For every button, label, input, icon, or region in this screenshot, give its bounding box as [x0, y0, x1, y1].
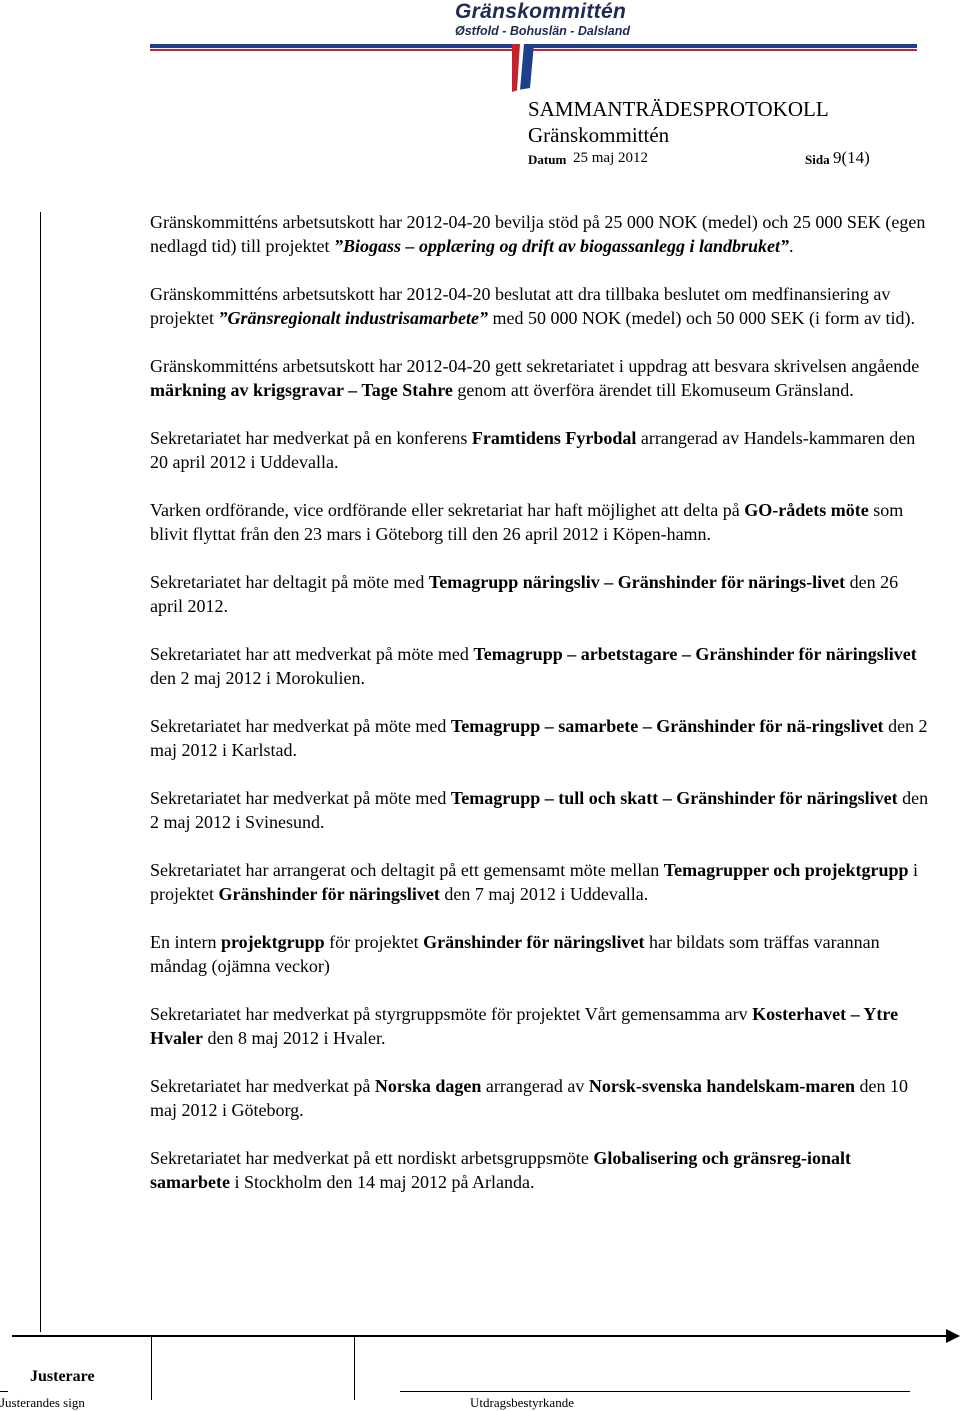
flag-ribbon-icon	[508, 42, 538, 94]
paragraph-text: Sekretariatet har medverkat på styrgruppsmöte för projektet Vårt gemensamma arv	[150, 1004, 753, 1024]
paragraph-text: har bildats som träffas varannan måndag (ojämna veckor)	[150, 932, 880, 976]
paragraph-text: den 26 april 2012.	[150, 572, 899, 616]
emphasis-text: projektgrupp	[220, 932, 325, 952]
footer-justerandes-sign: Justerandes sign	[0, 1395, 85, 1410]
paragraph	[150, 714, 930, 762]
emphasis-text: Gränshinder för näringslivet	[218, 884, 440, 904]
footer-baseline	[400, 1391, 910, 1392]
emphasis-text: Framtidens Fyrbodal	[471, 428, 637, 448]
paragraph-text: Sekretariatet har medverkat på ett nordiskt arbetsgruppsmöte	[150, 1148, 594, 1168]
emphasis-text: Temagrupp – samarbete – Gränshinder för nä-ringslivet	[450, 716, 884, 736]
page-number: 9(14)	[833, 148, 870, 167]
organization-name: Gränskommittén	[528, 123, 670, 147]
logo-title: Gränskommittén	[455, 0, 627, 23]
paragraph-text: Gränskommitténs arbetsutskott har 2012-04-20 gett sekretariatet i uppdrag att besvara skrivelsen angående	[150, 356, 920, 376]
footer-divider	[354, 1336, 355, 1400]
paragraph-text: Gränskommitténs arbetsutskott har 2012-04-20 bevilja stöd på 25 000 NOK (medel) och 25 000 SEK (egen nedlagd tid) till projektet	[150, 212, 926, 256]
paragraph-text: Sekretariatet har medverkat på en konferens	[150, 428, 472, 448]
paragraph-text: Sekretariatet har deltagit på möte med	[150, 572, 429, 592]
paragraph-text: den 8 maj 2012 i Hvaler.	[202, 1028, 386, 1048]
paragraph	[150, 786, 930, 834]
page-label: Sida	[805, 152, 830, 167]
emphasis-text: ”Gränsregionalt industrisamarbete”	[218, 308, 489, 328]
paragraph	[150, 1074, 930, 1122]
paragraph	[150, 210, 930, 258]
emphasis-text: Gränshinder för näringslivet	[423, 932, 645, 952]
date-label: Datum	[528, 152, 567, 167]
paragraph-text: .	[789, 236, 794, 256]
paragraph	[150, 570, 930, 618]
left-margin-line	[40, 212, 41, 1332]
paragraph	[150, 498, 930, 546]
paragraph-text: Varken ordförande, vice ordförande eller sekretariat har haft möjlighet att delta på	[150, 500, 745, 520]
paragraph-text: med 50 000 NOK (medel) och 50 000 SEK (i form av tid).	[488, 308, 915, 328]
paragraph	[150, 282, 930, 330]
emphasis-text: Norsk-svenska handelskam-maren	[588, 1076, 856, 1096]
emphasis-text: Temagrupp näringsliv – Gränshinder för närings-livet	[428, 572, 846, 592]
paragraph	[150, 642, 930, 690]
paragraph-text: Sekretariatet har medverkat på möte med	[150, 716, 451, 736]
paragraph-text: den 7 maj 2012 i Uddevalla.	[439, 884, 649, 904]
emphasis-text: Temagrupp – arbetstagare – Gränshinder för näringslivet	[473, 644, 917, 664]
paragraph-text: den 10 maj 2012 i Göteborg.	[150, 1076, 909, 1120]
document-type: SAMMANTRÄDESPROTOKOLL	[528, 97, 829, 121]
emphasis-text: ”Biogass – opplæring og drift av biogassanlegg i landbruket”	[333, 236, 790, 256]
paragraph-text: i projektet	[150, 860, 918, 904]
paragraph-text: genom att överföra ärendet till Ekomuseum Gränsland.	[452, 380, 854, 400]
date-value: 25 maj 2012	[573, 150, 648, 166]
paragraph	[150, 930, 930, 978]
paragraph-text: den 2 maj 2012 i Svinesund.	[150, 788, 929, 832]
paragraph-text: den 2 maj 2012 i Morokulien.	[150, 668, 365, 688]
paragraph-text: som blivit flyttat från den 23 mars i Göteborg till den 26 april 2012 i Köpen-hamn.	[150, 500, 904, 544]
paragraph	[150, 858, 930, 906]
emphasis-text: Temagrupp – tull och skatt – Gränshinder för näringslivet	[450, 788, 898, 808]
paragraph-text: Sekretariatet har att medverkat på möte med	[150, 644, 474, 664]
paragraph	[150, 1002, 930, 1050]
emphasis-text: Kosterhavet – Ytre Hvaler	[150, 1004, 899, 1048]
paragraph	[150, 426, 930, 474]
footer-tick	[0, 1391, 8, 1392]
paragraph-text: En intern	[150, 932, 221, 952]
paragraph-text: i Stockholm den 14 maj 2012 på Arlanda.	[229, 1172, 535, 1192]
paragraph-text: Sekretariatet har arrangerat och deltagit på ett gemensamt möte mellan	[150, 860, 664, 880]
paragraph-text: för projektet	[324, 932, 424, 952]
emphasis-text: Globalisering och gränsreg-ionalt samarbete	[150, 1148, 852, 1192]
paragraph	[150, 1146, 930, 1194]
paragraph-text: den 2 maj 2012 i Karlstad.	[150, 716, 928, 760]
footer-arrow-icon	[946, 1329, 960, 1343]
paragraph	[150, 354, 930, 402]
document-body	[150, 210, 930, 1218]
emphasis-text: märkning av krigsgravar – Tage Stahre	[150, 380, 453, 400]
paragraph-text: arrangerad av	[481, 1076, 589, 1096]
paragraph-text: Sekretariatet har medverkat på	[150, 1076, 375, 1096]
emphasis-text: GO-rådets möte	[744, 500, 869, 520]
footer-utdragsbestyrkande: Utdragsbestyrkande	[470, 1395, 574, 1410]
paragraph-text: arrangerad av Handels-kammaren den 20 april 2012 i Uddevalla.	[150, 428, 916, 472]
emphasis-text: Temagrupper och projektgrupp	[663, 860, 909, 880]
emphasis-text: Norska dagen	[374, 1076, 482, 1096]
paragraph-text: Gränskommitténs arbetsutskott har 2012-04-20 beslutat att dra tillbaka beslutet om medfinansiering av projektet	[150, 284, 891, 328]
paragraph-text: Sekretariatet har medverkat på möte med	[150, 788, 451, 808]
footer-divider	[151, 1336, 152, 1400]
logo-subtitle: Østfold - Bohuslän - Dalsland	[455, 24, 631, 38]
footer-rule	[12, 1335, 950, 1337]
footer-justerare: Justerare	[30, 1368, 95, 1385]
